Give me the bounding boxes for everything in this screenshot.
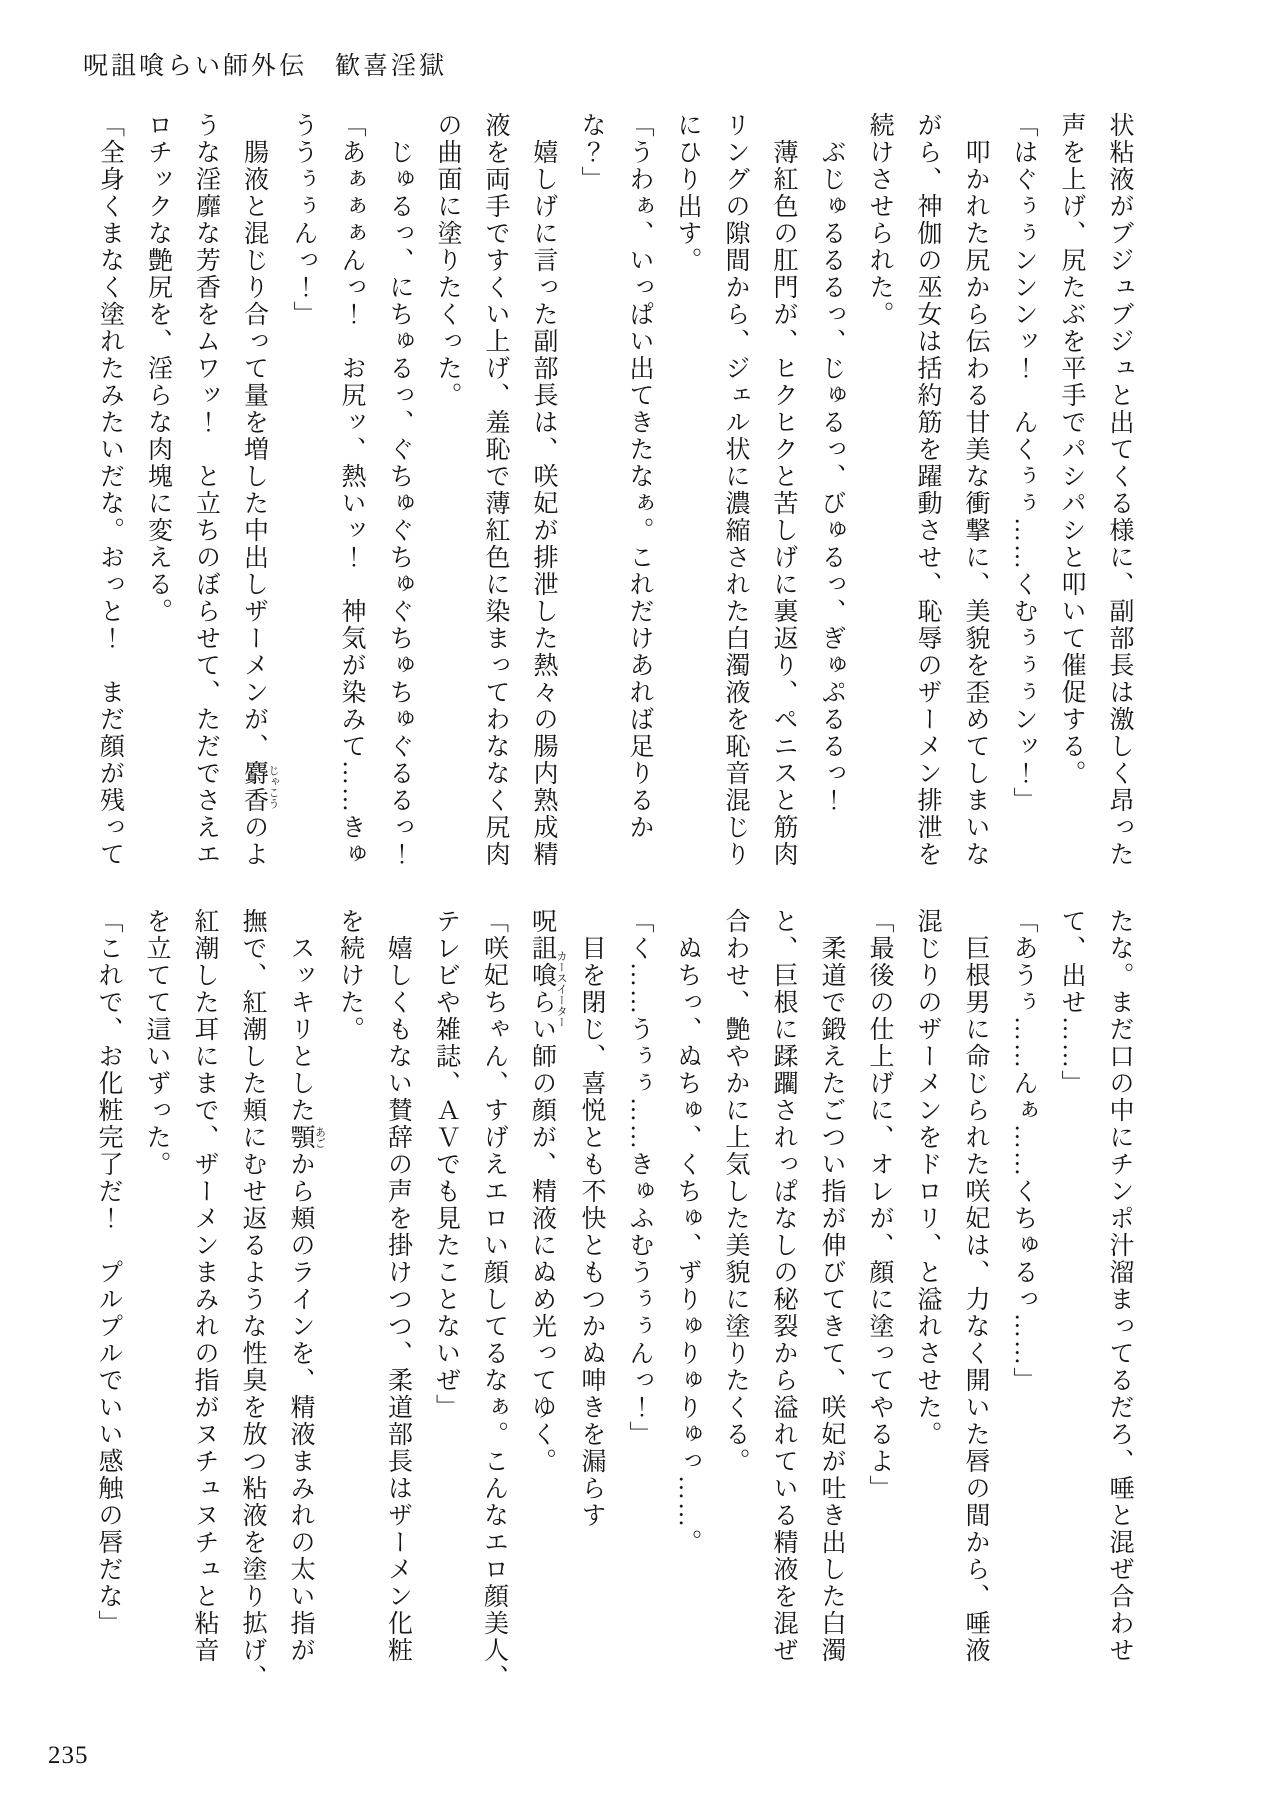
text-column: 嬉しくもない賛辞の声を掛けつつ、柔道部長はザーメン化粧 <box>384 908 412 1664</box>
text-column: うな淫靡な芳香をムワッ！ と立ちのぼらせて、ただでさえエ <box>192 112 220 868</box>
text-column: 液を両手ですくい上げ、羞恥で薄紅色に染まってわななく尻肉 <box>482 112 509 868</box>
bottom-text-block <box>87 908 1143 1708</box>
top-text-block <box>87 112 1143 912</box>
text-column: 「く……うぅぅ……きゅふむうぅぅんっ！」 <box>626 908 653 1448</box>
text-column: 状粘液がブジュブジュと出てくる様に、副部長は激しく昂った <box>1106 112 1133 868</box>
text-column: 叩かれた尻から伝わる甘美な衝撃に、美貌を歪めてしまいな <box>962 112 989 868</box>
text-column: 呪詛喰らい師 カースイーターの顔が、精液にぬめ光ってゆく。 <box>528 908 567 1475</box>
text-column: を立てて這いずった。 <box>143 908 170 1178</box>
text-column: 巨根男に命じられた咲妃は、力なく開いた唇の間から、唾液 <box>962 908 989 1664</box>
text-column: ぶじゅるるるっ、じゅるっ、びゅるっ、ぎゅぷるるっ！ <box>818 112 845 814</box>
text-column: の曲面に塗りたくった。 <box>434 112 461 409</box>
text-column: 「うわぁ、いっぱい出てきたなぁ。これだけあれば足りるか <box>626 112 653 841</box>
text-column: じゅるっ、にちゅるっ、ぐちゅぐちゅぐちゅちゅぐるるっ！ <box>386 112 413 868</box>
text-column: 合わせ、艶やかに上気した美貌に塗りたくる。 <box>722 908 749 1475</box>
text-column: 「はぐぅぅンンンッ！ んくぅぅ……くむぅぅぅンッ！」 <box>1010 112 1037 814</box>
text-column: にひり出す。 <box>674 112 701 274</box>
text-column: リングの隙間から、ジェル状に濃縮された白濁液を恥音混じり <box>722 112 749 868</box>
text-column: 混じりのザーメンをドロリ、と溢れさせた。 <box>914 908 941 1448</box>
text-column: 声を上げ、尻たぶを平手でパシパシと叩いて催促する。 <box>1058 112 1085 787</box>
text-column: 「これで、お化粧完了だ！ プルプルでいい感触の唇だな」 <box>95 908 122 1637</box>
text-column: な？」 <box>578 112 605 193</box>
text-column: ロチックな艶尻を、淫らな肉塊に変える。 <box>144 112 172 625</box>
text-column: 紅潮した耳にまで、ザーメンまみれの指がヌチュヌチュと粘音 <box>191 908 218 1664</box>
text-column: テレビや雑誌、ＡＶでも見たことないぜ」 <box>432 908 460 1421</box>
text-column: を続けた。 <box>336 908 364 1043</box>
text-column: スッキリとした顎 あごから頬のラインを、精液まみれの太い指が <box>287 908 326 1664</box>
text-column: 「最後の仕上げに、オレが、顔に塗ってやるよ」 <box>866 908 893 1502</box>
text-column: たな。まだ口の中にチンポ汁溜まってるだろ、唾と混ぜ合わせ <box>1106 908 1133 1664</box>
text-column: 腸液と混じり合って量を増した中出しザーメンが、麝香 じゃこうのよ <box>240 112 279 868</box>
text-column: 続けさせられた。 <box>866 112 893 328</box>
text-column: 「咲妃ちゃん、すげえエロい顔してるなぁ。こんなエロ顔美人、 <box>480 908 508 1691</box>
text-column: 嬉しげに言った副部長は、咲妃が排泄した熱々の腸内熟成精 <box>530 112 557 868</box>
text-column: 柔道で鍛えたごつい指が伸びてきて、咲妃が吐き出した白濁 <box>818 908 845 1664</box>
text-column: と、巨根に蹂躙されっぱなしの秘裂から溢れている精液を混ぜ <box>770 908 797 1664</box>
text-column: ううぅぅんっ！」 <box>290 112 317 328</box>
text-column: 薄紅色の肛門が、ヒクヒクと苦しげに裏返り、ペニスと筋肉 <box>770 112 797 868</box>
text-column: て、出せ……」 <box>1058 908 1085 1097</box>
text-column: 「あぁぁぁんっ！ お尻ッ、熱いッ！ 神気が染みて……きゅ <box>338 112 365 868</box>
page-number: 235 <box>48 1742 89 1769</box>
text-column: 「あうぅ……んぁ……くちゅるっ……」 <box>1010 908 1037 1394</box>
text-column: 「全身くまなく塗れたみたいだな。おっと！ まだ顔が残って <box>96 112 124 868</box>
text-column: 撫で、紅潮した頬にむせ返るような性臭を放つ粘液を塗り拡げ、 <box>239 908 266 1691</box>
text-column: 目を閉じ、喜悦とも不快ともつかぬ呻きを漏らす <box>578 908 605 1529</box>
text-column: がら、神伽の巫女は括約筋を躍動させ、恥辱のザーメン排泄を <box>914 112 941 868</box>
page-header-title: 呪詛喰らい師外伝 歓喜淫獄 <box>83 53 448 80</box>
text-column: ぬちっ、ぬちゅ、くちゅ、ずりゅりゅりゅっ……。 <box>674 908 701 1556</box>
